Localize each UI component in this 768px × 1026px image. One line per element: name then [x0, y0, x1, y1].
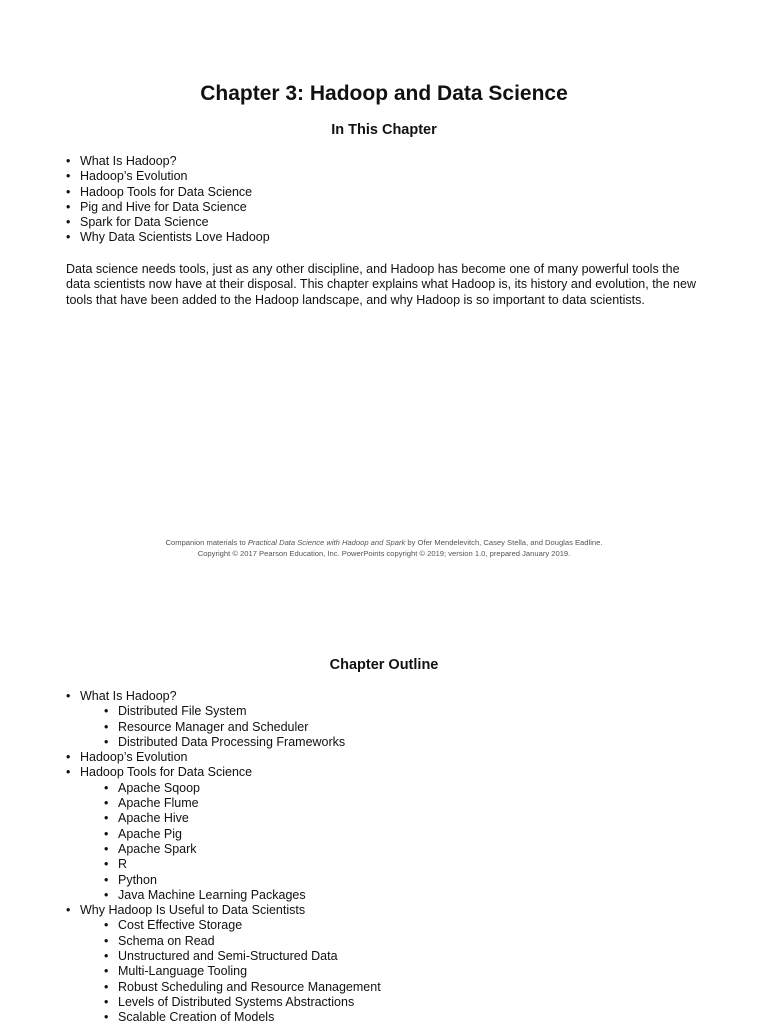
outline-subitem: • Schema on Read: [104, 934, 381, 949]
outline-subitem: • Apache Hive: [104, 811, 381, 826]
outline-sublist: [66, 918, 381, 1025]
chapter-outline-list: [66, 689, 381, 1026]
outline-subitem: • Robust Scheduling and Resource Management: [104, 980, 381, 995]
outline-subitem: • Apache Pig: [104, 827, 381, 842]
outline-subitem: • Multi-Language Tooling: [104, 964, 381, 979]
outline-subitem: • Apache Flume: [104, 796, 381, 811]
outline-subitem: • Apache Sqoop: [104, 781, 381, 796]
chapter-topics-list: [66, 154, 270, 246]
outline-item: • What Is Hadoop?: [66, 689, 381, 704]
outline-subitem: • Resource Manager and Scheduler: [104, 720, 381, 735]
list-item: • Why Data Scientists Love Hadoop: [66, 230, 270, 245]
outline-sublist: [66, 704, 381, 750]
outline-subitem: • Java Machine Learning Packages: [104, 888, 381, 903]
copyright-footer: [0, 538, 768, 559]
outline-subitem: • Scalable Creation of Models: [104, 1010, 381, 1025]
outline-sublist: [66, 781, 381, 903]
list-item: • Hadoop’s Evolution: [66, 169, 270, 184]
chapter-title: Chapter 3: Hadoop and Data Science: [200, 82, 568, 105]
list-item: • Hadoop Tools for Data Science: [66, 185, 270, 200]
outline-subitem: • Distributed Data Processing Frameworks: [104, 735, 381, 750]
outline-subitem: • Levels of Distributed Systems Abstractions: [104, 995, 381, 1010]
footer-line-2: Copyright © 2017 Pearson Education, Inc. PowerPoints copyright © 2019; version 1.0, prepared January 2019.: [197, 548, 571, 558]
outline-item: • Why Hadoop Is Useful to Data Scientists: [66, 903, 381, 918]
outline-subitem: • R: [104, 857, 381, 872]
in-this-chapter-heading: In This Chapter: [331, 122, 437, 138]
outline-item: • Hadoop Tools for Data Science: [66, 765, 381, 780]
footer-line-1: Companion materials to Practical Data Science with Hadoop and Spark by Ofer Mendelevitch, Casey Stella, and Douglas Eadline.: [165, 538, 603, 547]
outline-subitem: • Python: [104, 873, 381, 888]
outline-subitem: • Cost Effective Storage: [104, 918, 381, 933]
list-item: • What Is Hadoop?: [66, 154, 270, 169]
book-title: Practical Data Science with Hadoop and Spark: [247, 538, 406, 547]
outline-item: • Hadoop’s Evolution: [66, 750, 381, 765]
list-item: • Spark for Data Science: [66, 215, 270, 230]
outline-subitem: • Unstructured and Semi-Structured Data: [104, 949, 381, 964]
outline-subitem: • Apache Spark: [104, 842, 381, 857]
intro-paragraph: Data science needs tools, just as any other discipline, and Hadoop has become one of many powerful tools the data scientists now have at their disposal. This chapter explains what Hadoop is, its history and evolution, the new tools that have been added to the Hadoop landscape, and why Hadoop is so important to data scientists.: [66, 262, 696, 307]
chapter-outline-heading: Chapter Outline: [329, 657, 439, 673]
list-item: • Pig and Hive for Data Science: [66, 200, 270, 215]
outline-subitem: • Distributed File System: [104, 704, 381, 719]
